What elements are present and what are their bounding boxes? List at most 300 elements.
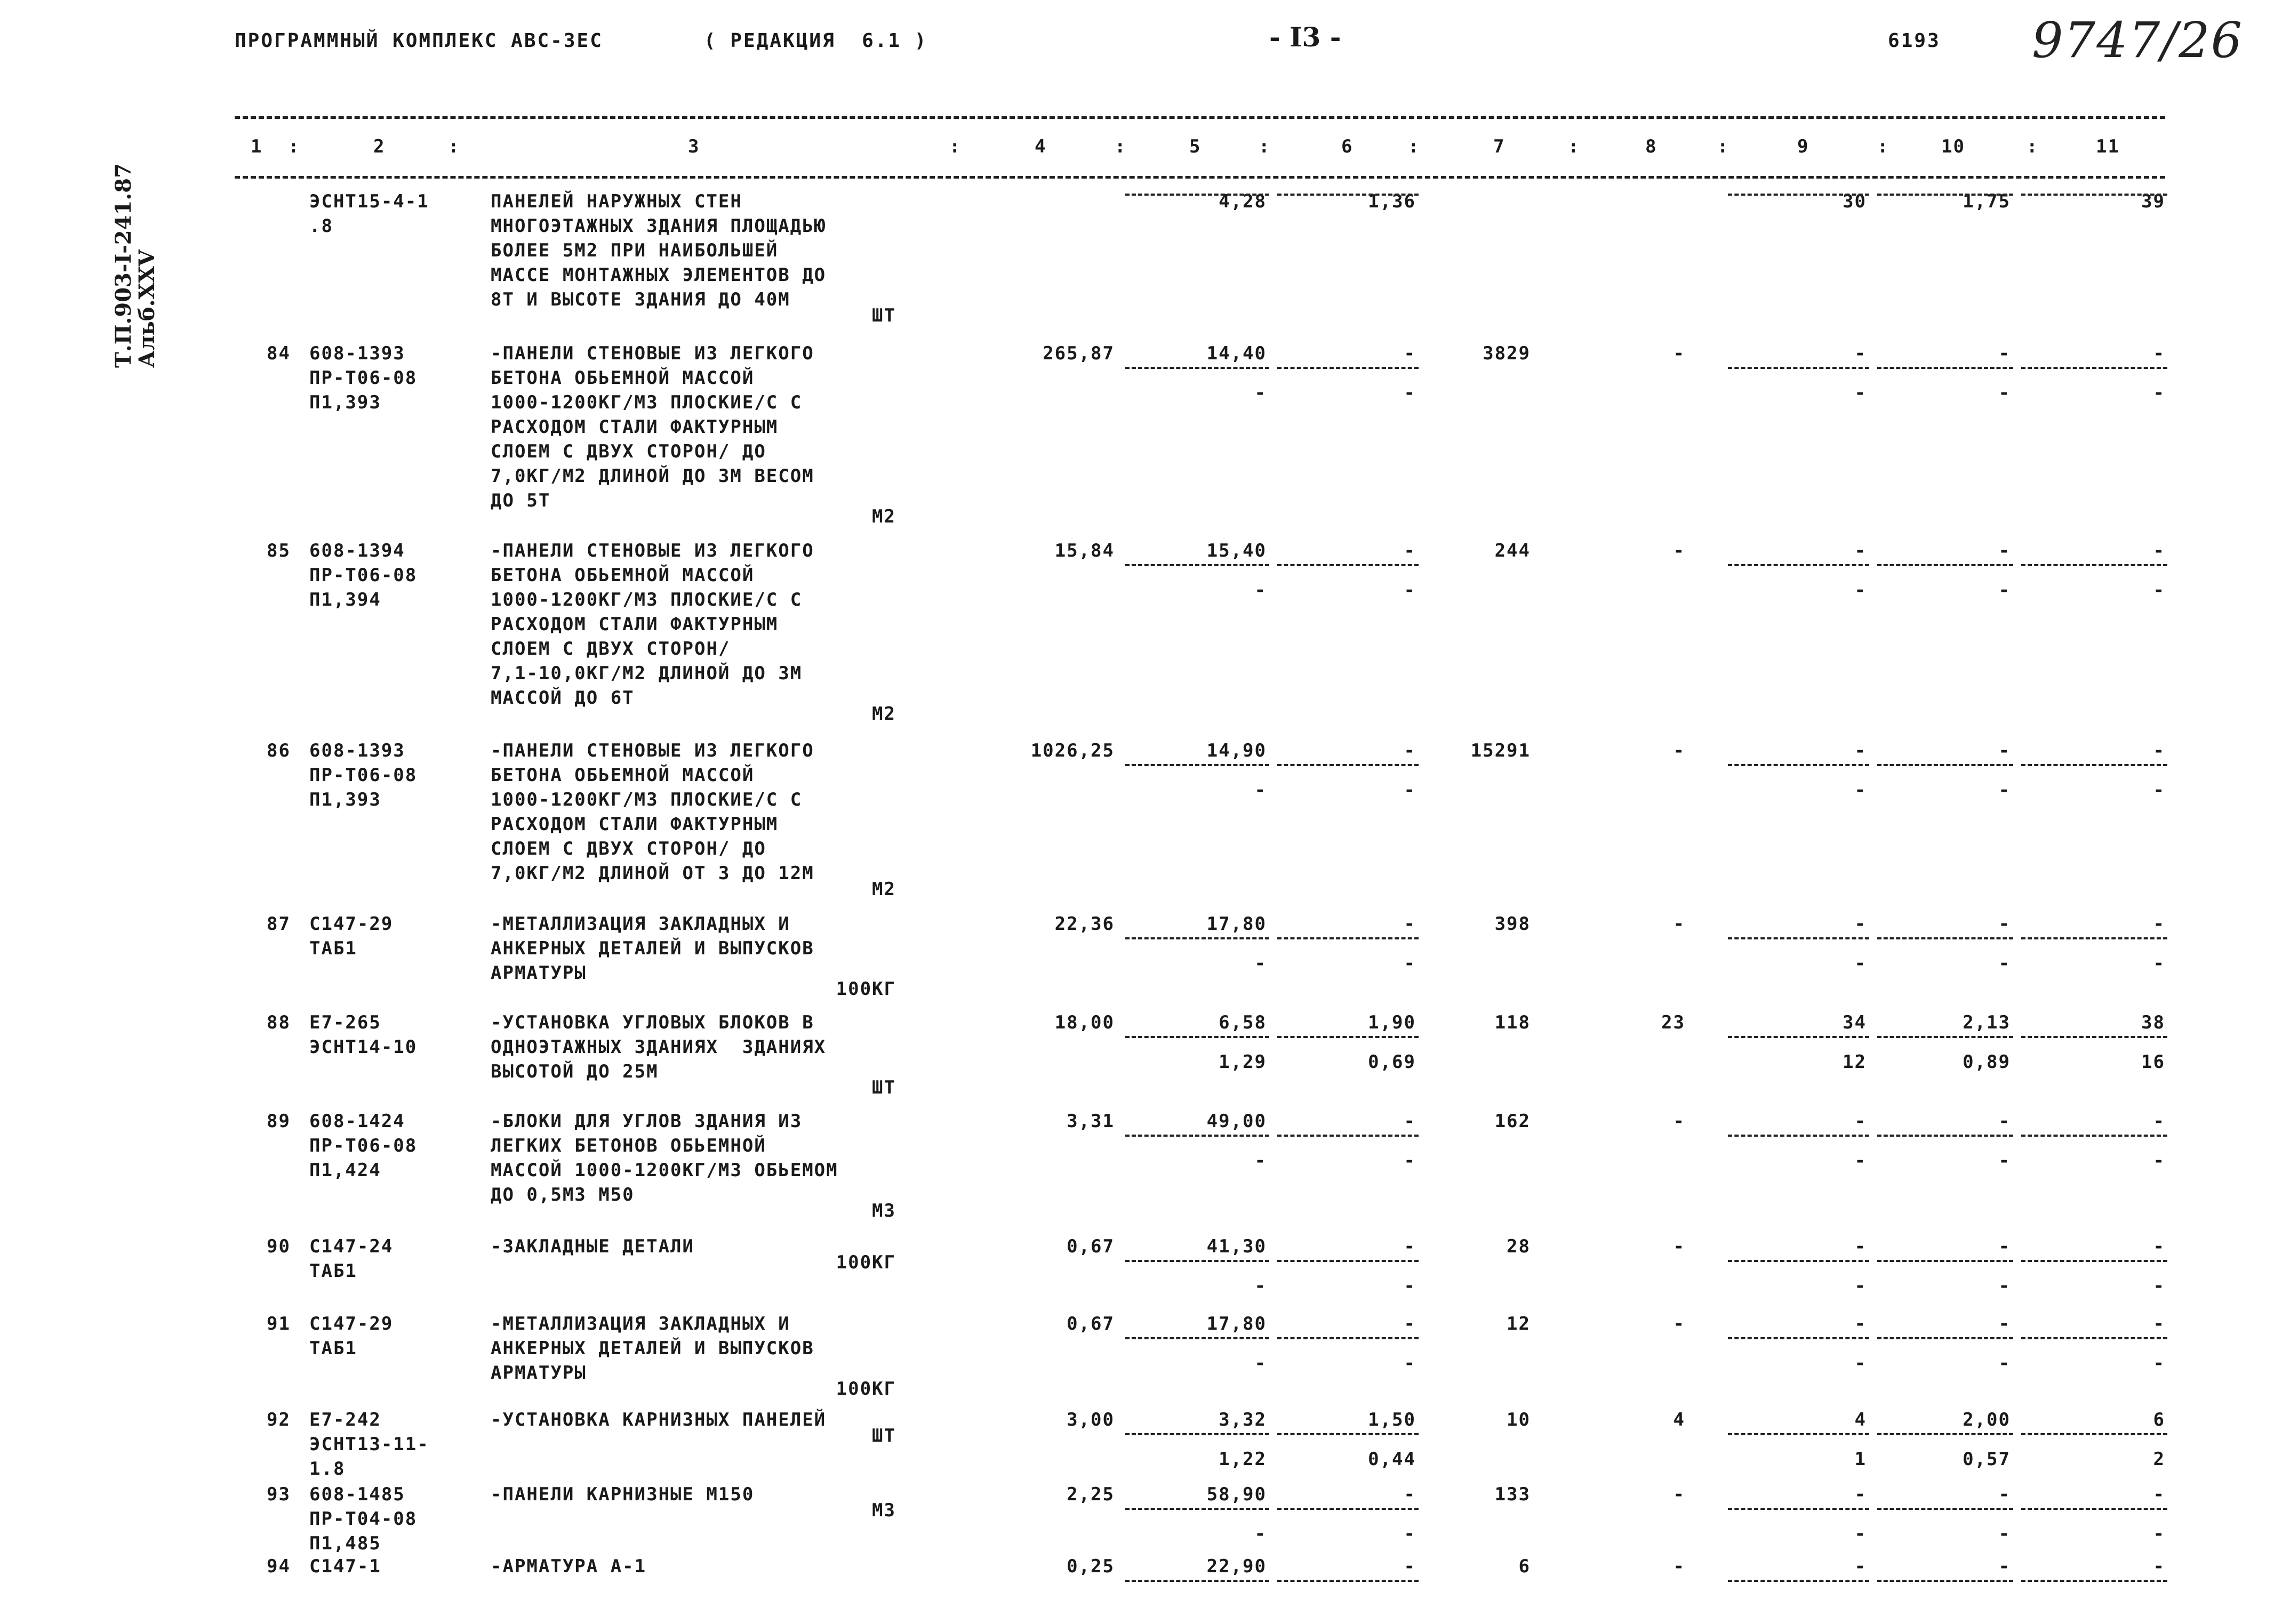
cell-divider <box>1877 1433 2013 1435</box>
cell-col6-lower: 0,69 <box>1368 1051 1416 1073</box>
row-code: П1,393 <box>309 392 381 413</box>
cell-col10-lower: - <box>1998 779 2011 801</box>
cell-col7: 133 <box>1494 1484 1531 1505</box>
column-header: 7 <box>1493 136 1506 157</box>
cell-col6-lower: - <box>1404 382 1416 404</box>
cell-col5-lower: - <box>1254 382 1267 404</box>
row-description: РАСХОДОМ СТАЛИ ФАКТУРНЫМ <box>491 416 779 438</box>
cell-divider <box>1877 367 2013 369</box>
cell-col9-lower: - <box>1854 1150 1867 1171</box>
cell-divider <box>1277 1260 1419 1262</box>
row-description: -УСТАНОВКА УГЛОВЫХ БЛОКОВ В <box>491 1012 814 1033</box>
row-description: -БЛОКИ ДЛЯ УГЛОВ ЗДАНИЯ ИЗ <box>491 1111 803 1132</box>
cell-col10: - <box>1998 1556 2011 1577</box>
cell-col10: 1,75 <box>1963 191 2011 212</box>
cell-col5-lower: - <box>1254 1275 1267 1297</box>
cell-col8: - <box>1673 740 1685 761</box>
cell-col5: 14,90 <box>1206 740 1267 761</box>
cell-col6: - <box>1404 1484 1416 1505</box>
cell-col6: - <box>1404 740 1416 761</box>
cell-col5: 6,58 <box>1219 1012 1267 1033</box>
row-description: АНКЕРНЫХ ДЕТАЛЕЙ И ВЫПУСКОВ <box>491 938 814 959</box>
cell-col10-lower: - <box>1998 1150 2011 1171</box>
cell-col11-lower: 2 <box>2153 1449 2165 1470</box>
cell-quantity: 22,36 <box>1054 913 1115 935</box>
cell-col8: - <box>1673 1556 1685 1577</box>
cell-col9: - <box>1854 1111 1867 1132</box>
cell-col11: - <box>2153 1236 2165 1257</box>
cell-col7: 162 <box>1494 1111 1531 1132</box>
cell-col10: - <box>1998 540 2011 561</box>
column-separator: : <box>1115 136 1127 157</box>
row-unit: М2 <box>872 703 896 725</box>
side-label-line2: Альб.XXV <box>134 250 159 368</box>
document-code: 6193 <box>1888 30 1941 52</box>
cell-col6-lower: - <box>1404 1353 1416 1374</box>
cell-col6-lower: - <box>1404 779 1416 801</box>
cell-col6-lower: 0,44 <box>1368 1449 1416 1470</box>
row-unit: ШТ <box>872 1077 896 1098</box>
cell-divider <box>1277 564 1419 566</box>
cell-col6: 1,50 <box>1368 1409 1416 1430</box>
program-title: ПРОГРАММНЫЙ КОМПЛЕКС АВС-ЗЕС <box>235 30 603 52</box>
cell-col9-lower: 1 <box>1854 1449 1867 1470</box>
row-code: П1,424 <box>309 1160 381 1181</box>
row-description: РАСХОДОМ СТАЛИ ФАКТУРНЫМ <box>491 614 779 635</box>
cell-col9-lower: - <box>1854 779 1867 801</box>
row-description: 7,1-10,0КГ/М2 ДЛИНОЙ ДО 3М <box>491 663 803 684</box>
cell-quantity: 3,00 <box>1067 1409 1115 1430</box>
column-header: 9 <box>1797 136 1809 157</box>
row-description: 1000-1200КГ/М3 ПЛОСКИЕ/С С <box>491 392 803 413</box>
cell-divider <box>1728 1036 1869 1038</box>
row-code: ЭСНТ13-11- <box>309 1434 429 1455</box>
column-separator: : <box>1408 136 1420 157</box>
cell-col5: 22,90 <box>1206 1556 1267 1577</box>
row-description: 7,0КГ/М2 ДЛИНОЙ ОТ 3 ДО 12М <box>491 863 814 884</box>
row-number: 89 <box>267 1111 291 1132</box>
cell-divider <box>1728 1337 1869 1339</box>
handwritten-note: 9747/26 <box>2032 12 2244 69</box>
row-number: 90 <box>267 1236 291 1257</box>
row-number: 92 <box>267 1409 291 1430</box>
row-description: БОЛЕЕ 5М2 ПРИ НАИБОЛЬШЕЙ <box>491 240 779 261</box>
page-number: - I3 - <box>1269 21 1341 53</box>
cell-divider <box>2021 937 2167 939</box>
row-unit: 100КГ <box>836 978 896 1000</box>
row-number: 84 <box>267 343 291 364</box>
cell-col7: 28 <box>1507 1236 1531 1257</box>
cell-divider <box>1728 1580 1869 1582</box>
cell-divider <box>1125 1337 1269 1339</box>
cell-divider <box>1728 564 1869 566</box>
cell-col6: - <box>1404 1236 1416 1257</box>
cell-divider <box>1728 1508 1869 1510</box>
cell-divider <box>1728 1135 1869 1137</box>
cell-col10-lower: - <box>1998 580 2011 601</box>
row-description: ДО 5Т <box>491 490 551 511</box>
row-description: -УСТАНОВКА КАРНИЗНЫХ ПАНЕЛЕЙ <box>491 1409 827 1430</box>
cell-divider <box>1277 1508 1419 1510</box>
cell-divider <box>2021 564 2167 566</box>
cell-col9-lower: - <box>1854 1353 1867 1374</box>
row-code: ТАБ1 <box>309 1260 357 1282</box>
row-description: ПАНЕЛЕЙ НАРУЖНЫХ СТЕН <box>491 191 742 212</box>
row-description: -ПАНЕЛИ СТЕНОВЫЕ ИЗ ЛЕГКОГО <box>491 740 814 761</box>
row-description: МАССЕ МОНТАЖНЫХ ЭЛЕМЕНТОВ ДО <box>491 264 827 286</box>
cell-col9: - <box>1854 913 1867 935</box>
cell-divider <box>1877 564 2013 566</box>
row-description: АРМАТУРЫ <box>491 962 587 984</box>
cell-col9-lower: - <box>1854 382 1867 404</box>
row-code: П1,394 <box>309 589 381 610</box>
cell-divider <box>2021 1260 2167 1262</box>
column-separator: : <box>448 136 460 157</box>
cell-divider <box>2021 194 2167 196</box>
cell-col9: - <box>1854 1313 1867 1334</box>
cell-col7: 3829 <box>1483 343 1531 364</box>
cell-quantity: 2,25 <box>1067 1484 1115 1505</box>
row-description: ВЫСОТОЙ ДО 25М <box>491 1061 659 1082</box>
cell-divider <box>1877 1135 2013 1137</box>
cell-quantity: 1026,25 <box>1030 740 1115 761</box>
cell-col10-lower: 0,57 <box>1963 1449 2011 1470</box>
cell-divider <box>1877 1508 2013 1510</box>
row-unit: М3 <box>872 1500 896 1521</box>
cell-col11: - <box>2153 343 2165 364</box>
cell-col7: 398 <box>1494 913 1531 935</box>
cell-col8: - <box>1673 1313 1685 1334</box>
column-header: 2 <box>373 136 386 157</box>
cell-divider <box>1125 194 1269 196</box>
table-header-rule <box>235 176 2165 179</box>
row-code: ТАБ1 <box>309 1338 357 1359</box>
row-description: МНОГОЭТАЖНЫХ ЗДАНИЯ ПЛОЩАДЬЮ <box>491 215 827 237</box>
cell-col9: 34 <box>1843 1012 1867 1033</box>
cell-col8: - <box>1673 1236 1685 1257</box>
row-description: ДО 0,5М3 М50 <box>491 1184 635 1205</box>
cell-divider <box>1277 1433 1419 1435</box>
row-description: -ПАНЕЛИ СТЕНОВЫЕ ИЗ ЛЕГКОГО <box>491 343 814 364</box>
row-code: 608-1424 <box>309 1111 405 1132</box>
cell-col7: 12 <box>1507 1313 1531 1334</box>
cell-col6-lower: - <box>1404 1275 1416 1297</box>
row-code: ПР-Т06-08 <box>309 1135 418 1156</box>
row-code: С147-24 <box>309 1236 394 1257</box>
cell-col11: 6 <box>2153 1409 2165 1430</box>
row-code: ПР-Т04-08 <box>309 1508 418 1530</box>
cell-quantity: 0,67 <box>1067 1313 1115 1334</box>
cell-quantity: 15,84 <box>1054 540 1115 561</box>
row-description: АНКЕРНЫХ ДЕТАЛЕЙ И ВЫПУСКОВ <box>491 1338 814 1359</box>
row-code: ТАБ1 <box>309 938 357 959</box>
row-code: 608-1485 <box>309 1484 405 1505</box>
cell-col9: - <box>1854 540 1867 561</box>
cell-col5: 15,40 <box>1206 540 1267 561</box>
row-description: МАССОЙ 1000-1200КГ/М3 ОБЬЕМОМ <box>491 1160 838 1181</box>
cell-divider <box>1125 1036 1269 1038</box>
cell-divider <box>2021 1508 2167 1510</box>
row-unit: М2 <box>872 879 896 900</box>
cell-divider <box>1877 764 2013 766</box>
cell-quantity: 0,25 <box>1067 1556 1115 1577</box>
cell-col7: 118 <box>1494 1012 1531 1033</box>
cell-col11: - <box>2153 1313 2165 1334</box>
cell-divider <box>1125 764 1269 766</box>
cell-col5: 49,00 <box>1206 1111 1267 1132</box>
cell-divider <box>2021 1337 2167 1339</box>
cell-col11: - <box>2153 1556 2165 1577</box>
cell-col5-lower: - <box>1254 779 1267 801</box>
column-header: 10 <box>1941 136 1965 157</box>
row-code: С147-1 <box>309 1556 381 1577</box>
row-number: 94 <box>267 1556 291 1577</box>
cell-divider <box>1728 937 1869 939</box>
row-number: 87 <box>267 913 291 935</box>
row-code: ПР-Т06-08 <box>309 765 418 786</box>
cell-col11-lower: - <box>2153 779 2165 801</box>
cell-col6: - <box>1404 1556 1416 1577</box>
cell-col5: 58,90 <box>1206 1484 1267 1505</box>
cell-col8: - <box>1673 540 1685 561</box>
row-description: 1000-1200КГ/М3 ПЛОСКИЕ/С С <box>491 789 803 810</box>
cell-col9-lower: - <box>1854 580 1867 601</box>
column-header: 8 <box>1645 136 1658 157</box>
cell-divider <box>1125 564 1269 566</box>
cell-col10: - <box>1998 1313 2011 1334</box>
cell-col6: - <box>1404 540 1416 561</box>
cell-col5: 17,80 <box>1206 913 1267 935</box>
cell-col6: - <box>1404 343 1416 364</box>
cell-divider <box>2021 764 2167 766</box>
cell-col5: 3,32 <box>1219 1409 1267 1430</box>
cell-col10: - <box>1998 1236 2011 1257</box>
cell-col8: - <box>1673 1484 1685 1505</box>
cell-col5-lower: - <box>1254 1150 1267 1171</box>
column-header: 6 <box>1341 136 1354 157</box>
cell-col8: 4 <box>1673 1409 1685 1430</box>
cell-col10-lower: - <box>1998 1523 2011 1545</box>
cell-divider <box>1728 1433 1869 1435</box>
row-description: -МЕТАЛЛИЗАЦИЯ ЗАКЛАДНЫХ И <box>491 1313 790 1334</box>
row-code: 608-1394 <box>309 540 405 561</box>
row-number: 86 <box>267 740 291 761</box>
cell-divider <box>1277 937 1419 939</box>
cell-col11: 39 <box>2141 191 2165 212</box>
cell-col5-lower: 1,22 <box>1219 1449 1267 1470</box>
cell-col8: - <box>1673 1111 1685 1132</box>
cell-divider <box>1728 764 1869 766</box>
column-header: 4 <box>1035 136 1047 157</box>
cell-divider <box>1277 1580 1419 1582</box>
cell-divider <box>1125 1135 1269 1137</box>
row-description: -ЗАКЛАДНЫЕ ДЕТАЛИ <box>491 1236 694 1257</box>
cell-col9: - <box>1854 1236 1867 1257</box>
cell-col5-lower: - <box>1254 580 1267 601</box>
cell-quantity: 3,31 <box>1067 1111 1115 1132</box>
cell-col5-lower: - <box>1254 953 1267 974</box>
cell-divider <box>1877 1580 2013 1582</box>
cell-divider <box>1125 1433 1269 1435</box>
row-description: -АРМАТУРА А-1 <box>491 1556 647 1577</box>
row-description: АРМАТУРЫ <box>491 1362 587 1384</box>
cell-col8: - <box>1673 913 1685 935</box>
cell-col11-lower: - <box>2153 382 2165 404</box>
row-description: ОДНОЭТАЖНЫХ ЗДАНИЯХ ЗДАНИЯХ <box>491 1036 827 1058</box>
row-unit: М3 <box>872 1200 896 1221</box>
cell-col9: - <box>1854 1556 1867 1577</box>
cell-divider <box>1125 1260 1269 1262</box>
cell-col11-lower: - <box>2153 1275 2165 1297</box>
row-unit: ШТ <box>872 305 896 326</box>
column-header: 1 <box>251 136 263 157</box>
cell-col10: 2,13 <box>1963 1012 2011 1033</box>
cell-divider <box>1877 1036 2013 1038</box>
cell-divider <box>2021 1036 2167 1038</box>
cell-col10-lower: - <box>1998 1275 2011 1297</box>
row-number: 91 <box>267 1313 291 1334</box>
cell-col9: - <box>1854 740 1867 761</box>
row-description: РАСХОДОМ СТАЛИ ФАКТУРНЫМ <box>491 814 779 835</box>
row-description: -МЕТАЛЛИЗАЦИЯ ЗАКЛАДНЫХ И <box>491 913 790 935</box>
column-separator: : <box>1259 136 1271 157</box>
cell-col11: - <box>2153 740 2165 761</box>
cell-col7: 244 <box>1494 540 1531 561</box>
side-label <box>112 163 159 368</box>
cell-col10-lower: - <box>1998 382 2011 404</box>
cell-divider <box>1728 367 1869 369</box>
row-code: С147-29 <box>309 1313 394 1334</box>
cell-divider <box>1277 1337 1419 1339</box>
column-separator: : <box>949 136 962 157</box>
cell-divider <box>1277 194 1419 196</box>
row-description: -ПАНЕЛИ СТЕНОВЫЕ ИЗ ЛЕГКОГО <box>491 540 814 561</box>
row-description: СЛОЕМ С ДВУХ СТОРОН/ ДО <box>491 441 766 462</box>
cell-col11-lower: - <box>2153 1523 2165 1545</box>
cell-col9: - <box>1854 343 1867 364</box>
cell-col11-lower: - <box>2153 1150 2165 1171</box>
cell-divider <box>1277 1135 1419 1137</box>
row-code: Е7-265 <box>309 1012 381 1033</box>
column-separator: : <box>288 136 300 157</box>
cell-col5: 4,28 <box>1219 191 1267 212</box>
cell-col10: - <box>1998 913 2011 935</box>
cell-col11: 38 <box>2141 1012 2165 1033</box>
cell-divider <box>2021 1580 2167 1582</box>
cell-divider <box>2021 1433 2167 1435</box>
cell-col9-lower: - <box>1854 1523 1867 1545</box>
cell-col9: 4 <box>1854 1409 1867 1430</box>
row-description: БЕТОНА ОБЬЕМНОЙ МАССОЙ <box>491 367 755 389</box>
row-code: ПР-Т06-08 <box>309 367 418 389</box>
cell-divider <box>1125 367 1269 369</box>
cell-col6-lower: - <box>1404 1523 1416 1545</box>
cell-col6: - <box>1404 1111 1416 1132</box>
row-description: СЛОЕМ С ДВУХ СТОРОН/ ДО <box>491 838 766 859</box>
row-code: П1,485 <box>309 1533 381 1554</box>
row-code: ПР-Т06-08 <box>309 565 418 586</box>
cell-quantity: 265,87 <box>1043 343 1115 364</box>
cell-divider <box>1125 937 1269 939</box>
cell-col6-lower: - <box>1404 953 1416 974</box>
column-separator: : <box>1877 136 1889 157</box>
cell-divider <box>1277 764 1419 766</box>
row-code: 608-1393 <box>309 343 405 364</box>
cell-col5: 17,80 <box>1206 1313 1267 1334</box>
cell-divider <box>1125 1580 1269 1582</box>
column-header: 11 <box>2096 136 2120 157</box>
cell-col10: - <box>1998 343 2011 364</box>
row-description: 7,0КГ/М2 ДЛИНОЙ ДО 3М ВЕСОМ <box>491 465 814 487</box>
row-description: -ПАНЕЛИ КАРНИЗНЫЕ М150 <box>491 1484 755 1505</box>
cell-col9: - <box>1854 1484 1867 1505</box>
row-description: МАССОЙ ДО 6Т <box>491 687 635 709</box>
cell-col11-lower: - <box>2153 580 2165 601</box>
row-description: ЛЕГКИХ БЕТОНОВ ОБЬЕМНОЙ <box>491 1135 766 1156</box>
cell-col10: - <box>1998 1111 2011 1132</box>
cell-col6: - <box>1404 913 1416 935</box>
row-unit: М2 <box>872 506 896 527</box>
row-code: 1.8 <box>309 1458 346 1480</box>
cell-col9: 30 <box>1843 191 1867 212</box>
cell-col9-lower: - <box>1854 1275 1867 1297</box>
row-unit: 100КГ <box>836 1252 896 1273</box>
row-unit: 100КГ <box>836 1378 896 1400</box>
cell-col10-lower: - <box>1998 953 2011 974</box>
row-description: БЕТОНА ОБЬЕМНОЙ МАССОЙ <box>491 565 755 586</box>
cell-divider <box>1877 1260 2013 1262</box>
cell-divider <box>2021 367 2167 369</box>
cell-divider <box>1877 194 2013 196</box>
cell-col9-lower: - <box>1854 953 1867 974</box>
cell-divider <box>1125 1508 1269 1510</box>
row-code: С147-29 <box>309 913 394 935</box>
cell-col6: 1,90 <box>1368 1012 1416 1033</box>
row-code: ЭСНТ15-4-1 <box>309 191 429 212</box>
cell-col10: - <box>1998 1484 2011 1505</box>
cell-col5-lower: - <box>1254 1353 1267 1374</box>
row-code: П1,393 <box>309 789 381 810</box>
cell-col6-lower: - <box>1404 1150 1416 1171</box>
row-code: ЭСНТ14-10 <box>309 1036 418 1058</box>
cell-col5: 41,30 <box>1206 1236 1267 1257</box>
cell-quantity: 0,67 <box>1067 1236 1115 1257</box>
cell-col6-lower: - <box>1404 580 1416 601</box>
cell-col11: - <box>2153 1484 2165 1505</box>
cell-col11-lower: - <box>2153 1353 2165 1374</box>
side-label-line1: Т.П.903-I-241.87 <box>111 163 136 368</box>
row-number: 85 <box>267 540 291 561</box>
column-header: 3 <box>688 136 700 157</box>
cell-col7: 10 <box>1507 1409 1531 1430</box>
cell-col11: - <box>2153 1111 2165 1132</box>
cell-col7: 15291 <box>1470 740 1531 761</box>
cell-col6: 1,36 <box>1368 191 1416 212</box>
cell-col5-lower: 1,29 <box>1219 1051 1267 1073</box>
column-separator: : <box>1717 136 1729 157</box>
cell-col11-lower: - <box>2153 953 2165 974</box>
cell-col8: 23 <box>1661 1012 1685 1033</box>
table-top-rule <box>235 116 2165 119</box>
row-description: 8Т И ВЫСОТЕ ЗДАНИЯ ДО 40М <box>491 289 790 310</box>
cell-col10: - <box>1998 740 2011 761</box>
row-number: 88 <box>267 1012 291 1033</box>
cell-divider <box>1728 1260 1869 1262</box>
row-description: СЛОЕМ С ДВУХ СТОРОН/ <box>491 638 731 660</box>
cell-divider <box>1877 937 2013 939</box>
cell-divider <box>1728 194 1869 196</box>
row-description: БЕТОНА ОБЬЕМНОЙ МАССОЙ <box>491 765 755 786</box>
